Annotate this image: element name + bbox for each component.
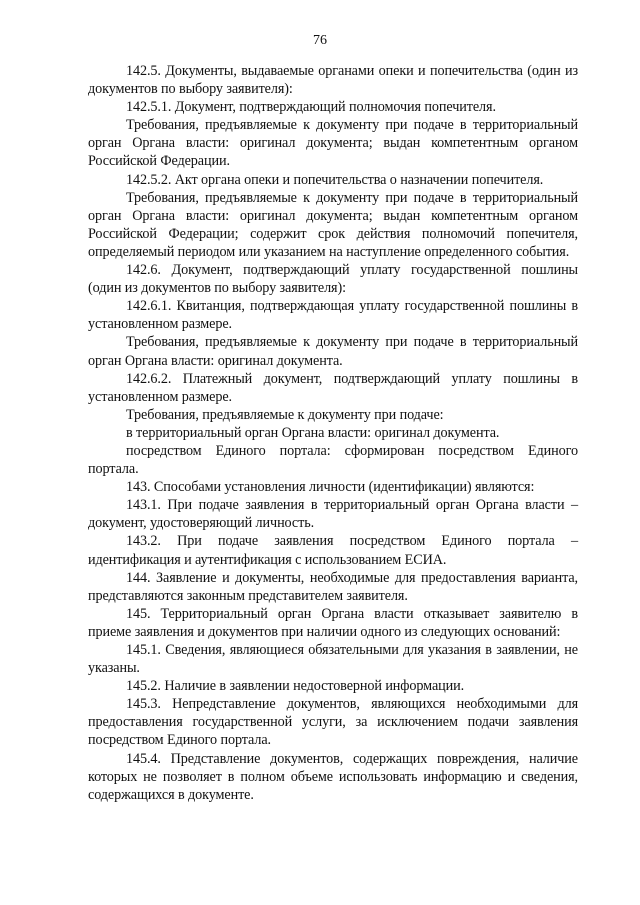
page-number: 76: [313, 33, 327, 48]
paragraph-145: 145. Территориальный орган Органа власти отказывает заявителю в приеме заявления и документов при наличии одного из следующих оснований:: [88, 605, 578, 640]
paragraph-unified-portal: посредством Единого портала: сформирован посредством Единого портала.: [88, 442, 578, 478]
paragraph-145-4: 145.4. Представление документов, содержащих повреждения, наличие которых не позволяет в полном объеме использовать информацию и сведения, содержащихся в документе.: [88, 750, 578, 803]
paragraph-142-5-2: 142.5.2. Акт органа опеки и попечительства о назначении попечителя.: [126, 171, 544, 188]
paragraph-144: 144. Заявление и документы, необходимые для предоставления варианта, представляются законным представителем заявителя.: [88, 569, 578, 604]
paragraph-requirements-142-6-2: Требования, предъявляемые к документу при подаче:: [126, 406, 444, 423]
paragraph-territorial-body: в территориальный орган Органа власти: оригинал документа.: [126, 424, 500, 441]
document-body: [88, 62, 578, 804]
paragraph-145-1: 145.1. Сведения, являющиеся обязательными для указания в заявлении, не указаны.: [88, 642, 578, 677]
paragraph-142-6-2: 142.6.2. Платежный документ, подтверждающий уплату пошлины в установленном размере.: [88, 370, 578, 405]
paragraph-requirements-142-5-2: Требования, предъявляемые к документу при подаче в территориальный орган Органа власти: оригинал документа; выдан компетентным органом Российской Федерации; содержит срок действия полномочий попечителя, определяемый периодом или указанием на наступление определенного события.: [88, 189, 578, 260]
paragraph-142-6: 142.6. Документ, подтверждающий уплату государственной пошлины (один из документов по выбору заявителя):: [88, 262, 578, 297]
paragraph-143: 143. Способами установления личности (идентификации) являются:: [126, 479, 535, 496]
paragraph-145-3: 145.3. Непредставление документов, являющихся необходимыми для предоставления государственной услуги, за исключением подачи заявления посредством Единого портала.: [88, 696, 578, 749]
paragraph-142-5-1: 142.5.1. Документ, подтверждающий полномочия попечителя.: [126, 99, 496, 116]
paragraph-requirements-142-5-1: Требования, предъявляемые к документу при подаче в территориальный орган Органа власти: оригинал документа; выдан компетентным органом Российской Федерации.: [88, 117, 578, 170]
paragraph-requirements-142-6-1: Требования, предъявляемые к документу при подаче в территориальный орган Органа власти: оригинал документа.: [88, 334, 578, 369]
paragraph-142-5: 142.5. Документы, выдаваемые органами опеки и попечительства (один из документов по выбору заявителя):: [88, 63, 578, 98]
paragraph-143-1: 143.1. При подаче заявления в территориальный орган Органа власти – документ, удостоверяющий личность.: [88, 497, 578, 532]
paragraph-143-2: 143.2. При подаче заявления посредством Единого портала – идентификация и аутентификация с использованием ЕСИА.: [88, 533, 578, 568]
paragraph-145-2: 145.2. Наличие в заявлении недостоверной информации.: [126, 678, 465, 695]
paragraph-142-6-1: 142.6.1. Квитанция, подтверждающая уплату государственной пошлины в установленном размере.: [88, 298, 578, 333]
